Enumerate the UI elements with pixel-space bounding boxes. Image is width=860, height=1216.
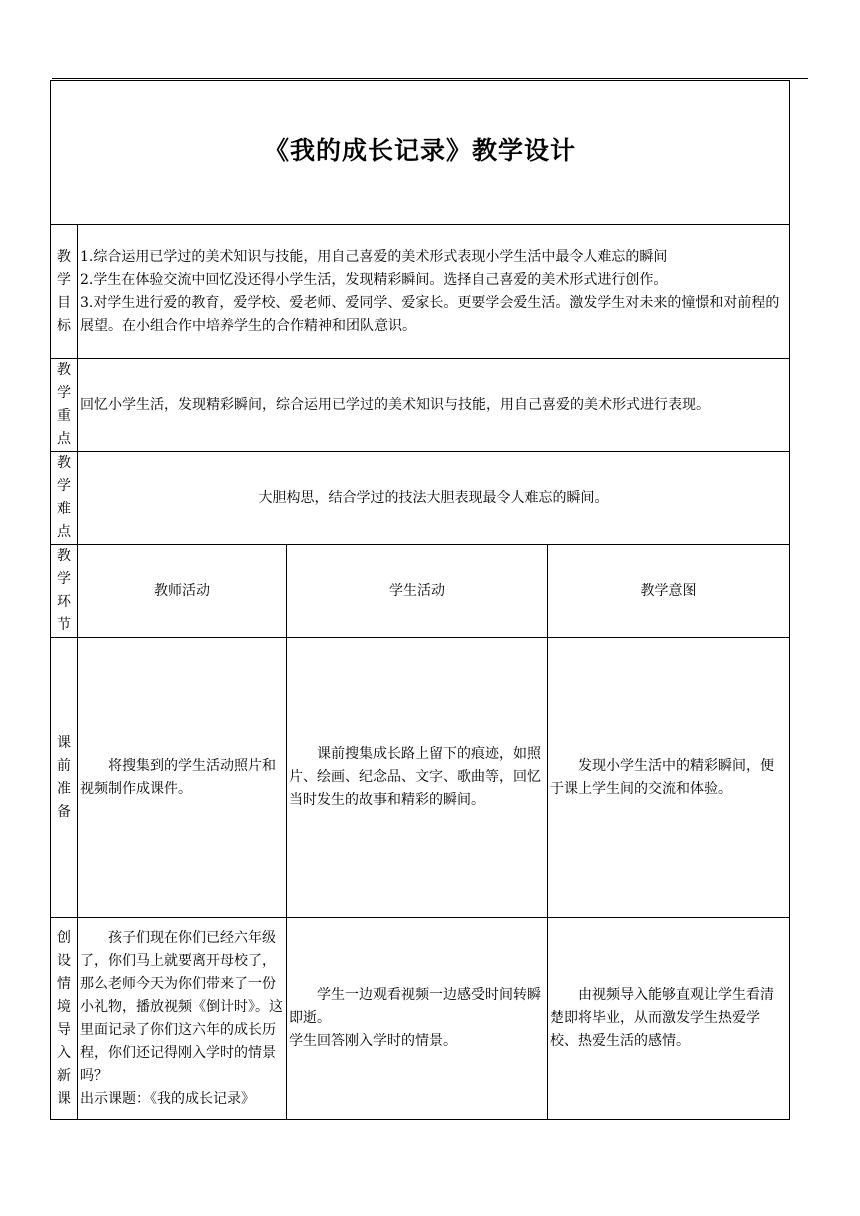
label-char: 目 (57, 294, 71, 311)
table-row (51, 918, 790, 1120)
difficulty-row (51, 452, 790, 545)
difficulty-content: 大胆构思，结合学过的技法大胆表现最令人难忘的瞬间。 (78, 452, 790, 545)
label-char: 备 (57, 803, 71, 820)
label-char: 环 (57, 594, 71, 610)
label-char: 学 (57, 571, 71, 587)
stages-label (51, 545, 78, 638)
goal-line-3: 3.对学生进行爱的教育，爱学校、爱老师、爱同学、爱家长。更要学会爱生活。激发学生对未来的憧憬和对前程的展望。在小组合作中培养学生的合作精神和团队意识。 (80, 294, 780, 334)
label-char: 前 (57, 757, 71, 774)
label-char: 新 (57, 1067, 71, 1084)
student-activity-extra: 学生回答刚入学时的情景。 (289, 1033, 457, 1049)
row-label-introduction (51, 918, 78, 1120)
teacher-activity: 将搜集到的学生活动照片和视频制作成课件。 (80, 757, 276, 797)
label-char: 教 (57, 548, 71, 564)
column-header-teacher: 教师活动 (78, 545, 287, 638)
label-char: 情 (57, 975, 71, 992)
student-activity: 课前搜集成长路上留下的痕迹，如照片、绘画、纪念品、文字、歌曲等，回忆当时发生的故事和精彩的瞬间。 (289, 746, 541, 808)
label-char: 准 (57, 780, 71, 797)
label-char: 学 (57, 271, 71, 288)
label-char: 教 (57, 455, 71, 471)
lesson-plan-table (50, 80, 790, 1120)
teacher-activity-extra: 出示课题：《我的成长记录》 (80, 1090, 255, 1107)
label-char: 教 (57, 248, 71, 265)
goals-content (78, 225, 790, 359)
column-header-student: 学生活动 (287, 545, 548, 638)
goal-line-2: 2.学生在体验交流中回忆没还得小学生活，发现精彩瞬间。选择自己喜爱的美术形式进行创作。 (80, 271, 668, 288)
label-char: 学 (57, 385, 71, 401)
table-row (51, 638, 790, 918)
row-label-preparation (51, 638, 78, 918)
label-char: 课 (57, 1090, 71, 1107)
label-char: 点 (57, 431, 71, 447)
focus-row (51, 359, 790, 452)
header-rule (52, 78, 808, 79)
label-char: 点 (57, 524, 71, 540)
label-char: 课 (57, 734, 71, 751)
stages-header-row (51, 545, 790, 638)
teacher-activity: 孩子们现在你们已经六年级了，你们马上就要离开母校了，那么老师今天为你们带来了一份小礼物，播放视频《倒计时》。这里面记录了你们这六年的成长历程，你们还记得刚入学时的情景吗？ (80, 929, 283, 1084)
goal-line-1: 1.综合运用已学过的美术知识与技能，用自己喜爱的美术形式表现小学生活中最令人难忘的瞬间 (80, 248, 668, 265)
label-char: 创 (57, 929, 71, 946)
label-char: 标 (57, 317, 71, 334)
title-cell (51, 81, 790, 225)
goals-label (51, 225, 78, 359)
label-char: 设 (57, 952, 71, 969)
student-activity-cell (287, 918, 548, 1120)
page-title: 《我的成长记录》教学设计 (264, 135, 577, 165)
teaching-intent: 由视频导入能够直观让学生看清楚即将毕业，从而激发学生热爱学校、热爱生活的感情。 (550, 987, 774, 1049)
focus-label (51, 359, 78, 452)
label-char: 教 (57, 362, 71, 378)
label-char: 难 (57, 501, 71, 517)
teaching-intent: 发现小学生活中的精彩瞬间，便于课上学生间的交流和体验。 (550, 757, 774, 797)
goals-row (51, 225, 790, 359)
label-char: 入 (57, 1044, 71, 1061)
column-header-intent: 教学意图 (548, 545, 790, 638)
student-activity-cell (287, 638, 548, 918)
teaching-intent-cell (548, 638, 790, 918)
teacher-activity-cell (78, 918, 287, 1120)
label-char: 学 (57, 478, 71, 494)
label-char: 节 (57, 617, 71, 633)
title-row (51, 81, 790, 225)
difficulty-label (51, 452, 78, 545)
student-activity: 学生一边观看视频一边感受时间转瞬即逝。 (289, 987, 541, 1026)
label-char: 境 (57, 998, 71, 1015)
focus-content: 回忆小学生活，发现精彩瞬间，综合运用已学过的美术知识与技能，用自己喜爱的美术形式进行表现。 (78, 359, 790, 452)
label-char: 重 (57, 408, 71, 424)
teaching-intent-cell (548, 918, 790, 1120)
label-char: 导 (57, 1021, 71, 1038)
teacher-activity-cell (78, 638, 287, 918)
